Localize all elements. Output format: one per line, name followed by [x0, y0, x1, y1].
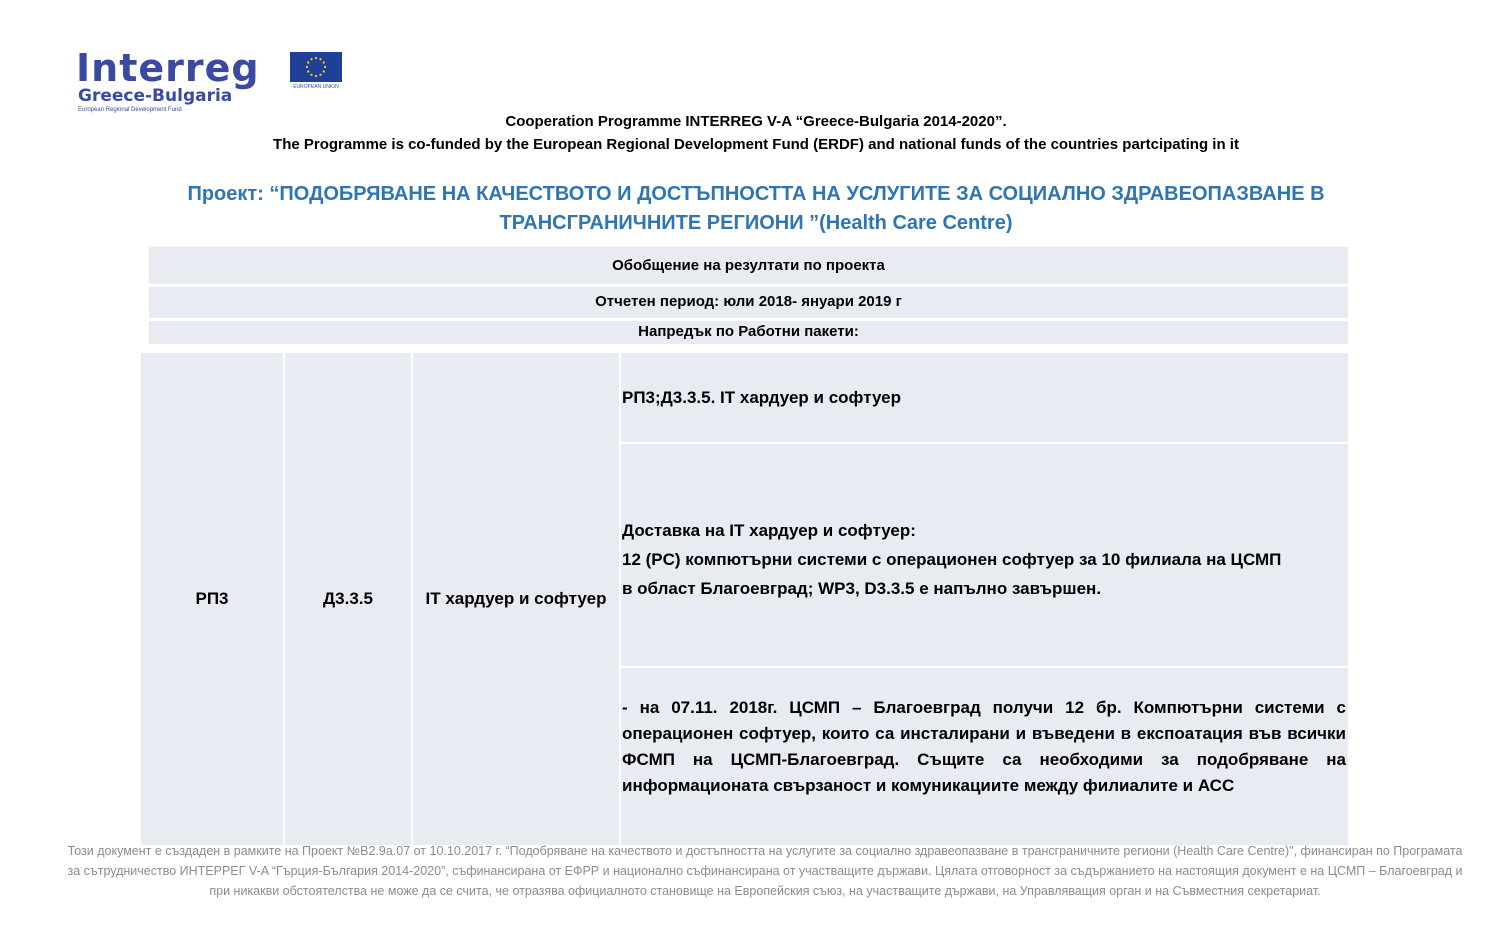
eu-star-icon — [315, 57, 317, 59]
eu-star-icon — [315, 75, 317, 77]
name-label: IT хардуер и софтуер — [425, 589, 607, 608]
eu-caption: EUROPEAN UNION — [293, 84, 339, 90]
eu-star-icon — [323, 61, 325, 63]
eu-star-icon — [319, 74, 321, 76]
name-cell — [413, 353, 619, 845]
interreg-logo — [76, 48, 356, 118]
period-band: Отчетен период: юли 2018- януари 2019 г — [149, 287, 1348, 318]
funding-line: The Programme is co-funded by the European Regional Development Fund (ERDF) and national funds of the countries partcipating in it — [273, 136, 1239, 153]
eu-star-icon — [324, 66, 326, 68]
heading-label: РП3;Д3.3.5. IT хардуер и софтуер — [622, 387, 902, 407]
heading-cell — [621, 353, 1348, 442]
logo-region: Greece-Bulgaria — [78, 86, 233, 106]
eu-star-icon — [306, 66, 308, 68]
deliverable-cell — [285, 353, 411, 845]
disclaimer-footer: Този документ е създаден в рамките на Проект №B2.9a.07 от 10.10.2017 г. “Подобряване на качеството и достъпността на услугите за социално здравеопазване в трансграничните региони (Health Care Centre)", финансиран по Програмата за сътрудничество ИНТЕРРЕГ V-A “Гърция-България 2014-2020”, съфинансирана от ЕФРР и национално съфинансирана от участващите държави. Цялата отговорност за съдържанието на настоящия документ е на ЦСМП – Благоевград и при никакви обстоятелства не може да се счита, че отразява официалното становище на Европейския съюз, на участващите държави, на Управляващия орган и на Съвместния секретариат. — [67, 844, 1463, 898]
detail-cell — [621, 668, 1348, 845]
logo-name: Interreg — [76, 46, 260, 90]
project-title: Проект: “ПОДОБРЯВАНЕ НА КАЧЕСТВОТО И ДОСТЪПНОСТТА НА УСЛУГИТЕ ЗА СОЦИАЛНО ЗДРАВЕОПАЗВАНЕ В ТРАНСГРАНИЧНИТЕ РЕГИОНИ ”(Health Care Centre) — [187, 183, 1325, 234]
eu-star-icon — [323, 70, 325, 72]
wp-cell — [141, 353, 283, 845]
progress-band: Напредък по Работни пакети: — [149, 321, 1348, 344]
eu-star-icon — [310, 58, 312, 60]
detail-text: - на 07.11. 2018г. ЦСМП – Благоевград получи 12 бр. Компютърни системи с операционен софтуер, които са инсталирани и въведени в експоатация във всички ФСМП на ЦСМП-Благоевград. Същите са необходими за подобряване на информационата свързаност и комуникациите между филиалите и АСС — [622, 698, 1346, 795]
eu-flag-icon — [290, 52, 342, 82]
logo-fund: European Regional Development Fund — [78, 107, 182, 113]
wp-label: РП3 — [195, 589, 229, 608]
summary-band: Обобщение на резултати по проекта — [149, 247, 1348, 284]
deliverable-label: Д3.3.5 — [323, 589, 373, 608]
delivery-line-1: 12 (PC) компютърни системи с операционен софтуер за 10 филиала на ЦСМП — [622, 550, 1282, 569]
delivery-cell — [621, 444, 1348, 666]
delivery-title: Доставка на IT хардуер и софтуер: — [622, 521, 916, 540]
eu-star-icon — [307, 70, 309, 72]
delivery-line-2: в област Благоевград; WP3, D3.3.5 е напълно завършен. — [622, 579, 1102, 598]
eu-star-icon — [310, 74, 312, 76]
eu-star-icon — [319, 58, 321, 60]
programme-line: Cooperation Programme INTERREG V-A “Greece-Bulgaria 2014-2020”. — [505, 113, 1007, 130]
eu-star-icon — [307, 61, 309, 63]
